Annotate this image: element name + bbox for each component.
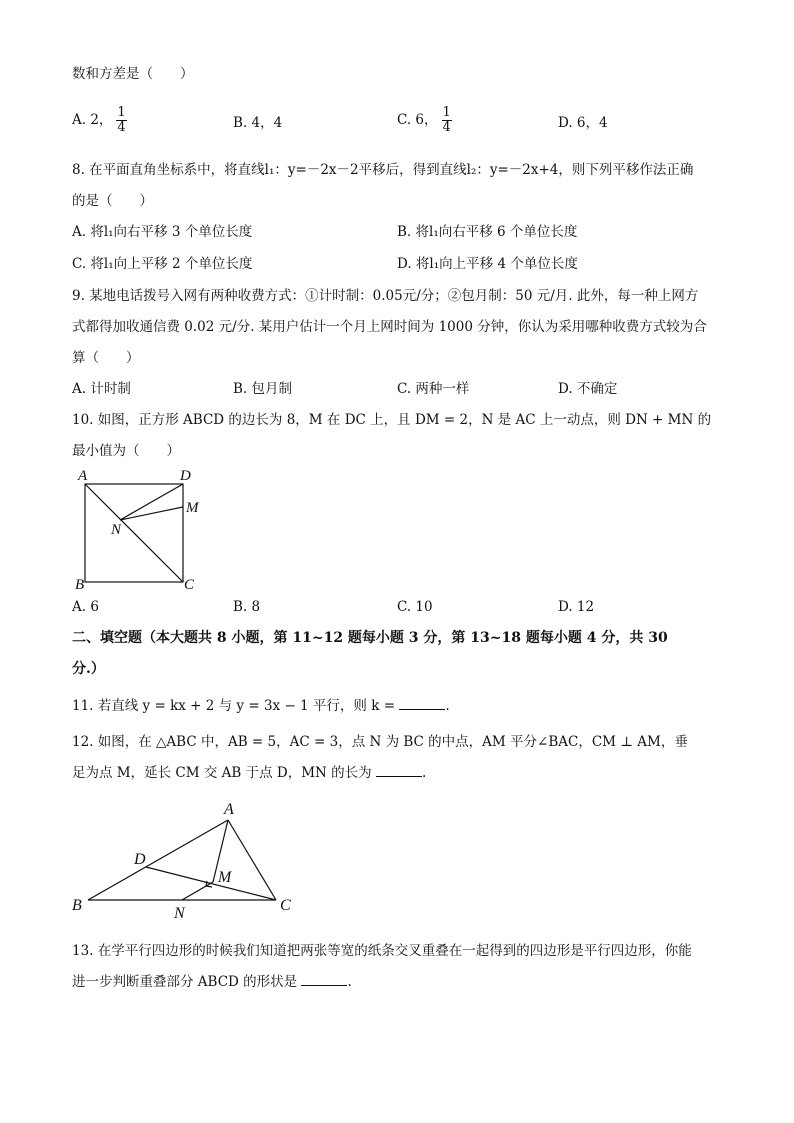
q11-period: . xyxy=(445,698,450,714)
q9-option-d[interactable]: D. 不确定 xyxy=(558,381,618,397)
q10-option-a[interactable]: A. 6 xyxy=(72,599,99,615)
q11-text: 11. 若直线 y = kx + 2 与 y = 3x − 1 平行，则 k = xyxy=(72,698,396,714)
label-c: C xyxy=(280,897,291,914)
q10-stem-line2: 最小值为（ ） xyxy=(72,443,180,459)
label-n: N xyxy=(111,522,122,538)
q8-option-a[interactable]: A. 将l₁向右平移 3 个单位长度 xyxy=(72,224,253,240)
q7-option-a[interactable] xyxy=(72,106,127,135)
q7-option-c-fraction xyxy=(442,106,452,135)
label-b: B xyxy=(72,897,82,914)
label-b: B xyxy=(75,577,85,593)
diagonal-ac xyxy=(85,484,183,582)
segment-mn xyxy=(182,882,213,900)
label-n: N xyxy=(174,905,185,922)
q13-text: 进一步判断重叠部分 ABCD 的形状是 xyxy=(72,974,298,990)
q10-option-b[interactable]: B. 8 xyxy=(233,599,261,615)
q7-option-b[interactable]: B. 4，4 xyxy=(233,115,283,131)
q13-stem-line1: 13. 在学平行四边形的时候我们知道把两张等宽的纸条交叉重叠在一起得到的四边形是平行四边形，你能 xyxy=(72,943,692,959)
side-ab xyxy=(88,820,228,900)
section2-heading-line2: 分.） xyxy=(72,661,105,677)
q7-stem-tail: 数和方差是（ ） xyxy=(72,66,194,82)
q7-option-a-label: A. 2， xyxy=(72,112,113,128)
q13-answer-blank[interactable] xyxy=(301,972,347,986)
q7-c-denominator: 4 xyxy=(442,120,451,135)
q10-square-figure xyxy=(70,462,220,596)
q8-option-b[interactable]: B. 将l₁向右平移 6 个单位长度 xyxy=(397,224,578,240)
q8-stem-line2: 的是（ ） xyxy=(72,193,153,209)
q12-period: . xyxy=(421,765,427,781)
q12-text: 足为点 M，延长 CM 交 AB 于点 D，MN 的长为 xyxy=(72,765,372,781)
segment-mn xyxy=(120,507,183,520)
side-ac xyxy=(228,820,276,900)
q7-a-numerator: 1 xyxy=(117,105,126,120)
q12-stem-line2 xyxy=(72,763,426,783)
label-c: C xyxy=(184,577,195,593)
label-a: A xyxy=(78,468,88,484)
q10-option-c[interactable]: C. 10 xyxy=(397,599,433,615)
q7-option-c-label: C. 6， xyxy=(397,112,438,128)
label-d: D xyxy=(134,851,146,868)
q8-option-d[interactable]: D. 将l₁向上平移 4 个单位长度 xyxy=(397,256,578,272)
label-a: A xyxy=(224,801,234,818)
q7-c-numerator: 1 xyxy=(442,105,451,120)
q7-option-a-fraction xyxy=(116,106,126,135)
q7-option-d[interactable]: D. 6，4 xyxy=(558,115,608,131)
q13-stem-line2 xyxy=(72,972,352,992)
q10-option-d[interactable]: D. 12 xyxy=(558,599,595,615)
q7-a-denominator: 4 xyxy=(117,120,126,135)
q12-triangle-figure xyxy=(66,796,306,926)
q9-option-b[interactable]: B. 包月制 xyxy=(233,381,293,397)
q9-stem-line2: 式都得加收通信费 0.02 元/分. 某用户估计一个月上网时间为 1000 分钟，你认为采用哪种收费方式较为合 xyxy=(72,319,707,335)
q9-stem-line3: 算（ ） xyxy=(72,350,140,366)
q11-answer-blank[interactable] xyxy=(399,696,445,710)
q9-option-a[interactable]: A. 计时制 xyxy=(72,381,131,397)
q7-option-c[interactable] xyxy=(397,106,452,135)
q12-answer-blank[interactable] xyxy=(376,763,422,777)
label-m: M xyxy=(186,500,199,516)
label-m: M xyxy=(218,869,232,886)
label-d: D xyxy=(180,468,191,484)
q10-stem-line1: 10. 如图，正方形 ABCD 的边长为 8，M 在 DC 上，且 DM = 2，N 是 AC 上一动点，则 DN + MN 的 xyxy=(72,412,712,428)
q9-option-c[interactable]: C. 两种一样 xyxy=(397,381,470,397)
q8-stem-line1: 8. 在平面直角坐标系中，将直线l₁：y=－2x－2平移后，得到直线l₂：y=－2x+4，则下列平移作法正确 xyxy=(72,162,694,178)
q11-stem xyxy=(72,696,450,716)
segment-dn xyxy=(120,484,183,520)
q12-stem-line1: 12. 如图，在 △ABC 中，AB = 5，AC = 3，点 N 为 BC 的中点，AM 平分∠BAC，CM ⊥ AM，垂 xyxy=(72,734,688,750)
q8-option-c[interactable]: C. 将l₁向上平移 2 个单位长度 xyxy=(72,256,253,272)
q9-stem-line1: 9. 某地电话拨号入网有两种收费方式：①计时制：0.05元/分；②包月制：50 元/月. 此外，每一种上网方 xyxy=(72,288,699,304)
section2-heading-line1: 二、填空题（本大题共 8 小题，第 11~12 题每小题 3 分，第 13~18 题每小题 4 分，共 30 xyxy=(72,630,668,646)
q13-period: . xyxy=(347,974,352,990)
